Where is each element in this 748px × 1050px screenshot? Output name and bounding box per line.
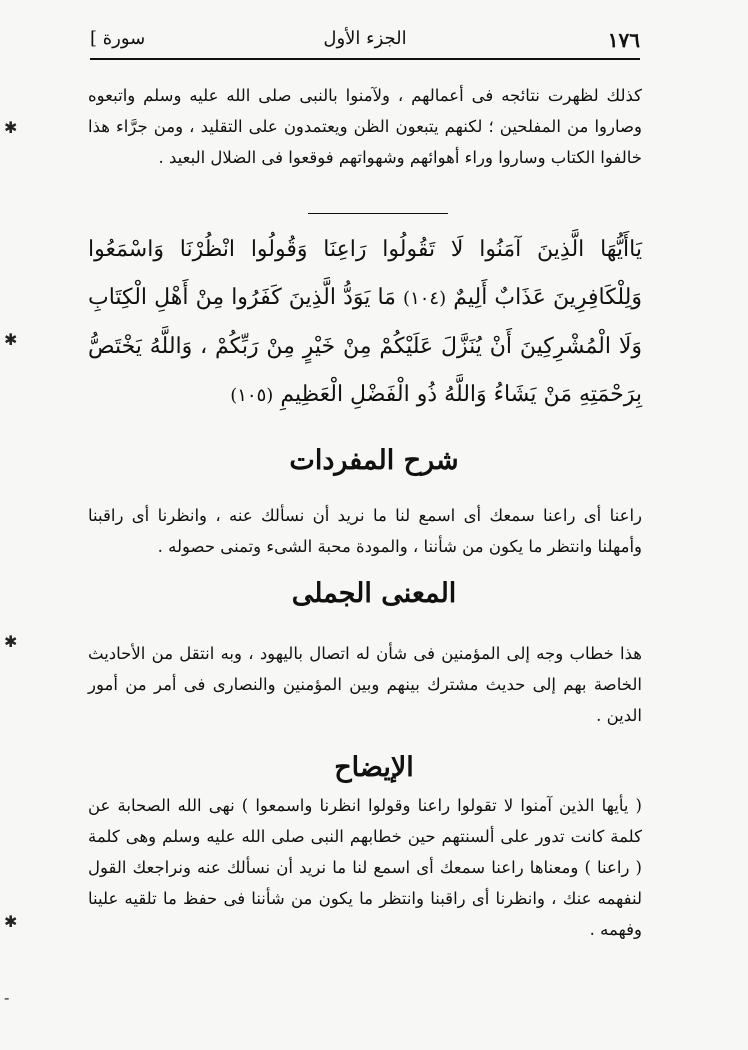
scan-mark-icon: ‐	[4, 988, 10, 1007]
scan-mark-icon: ✱	[4, 912, 18, 931]
vocab-paragraph: راعنا أى راعنا سمعك أى اسمع لنا ما نريد أن نسألك عنه ، وانظرنا أى راقبنا وأمهلنا وانتظر ما يكون من شأننا ، والمودة محبة الشىء وتمنى حصوله .	[88, 506, 642, 556]
summary-heading: المعنى الجملى	[291, 578, 457, 609]
page-number: ١٧٦	[607, 28, 640, 52]
surah-label: [ سورة	[90, 28, 146, 49]
scan-mark-icon: ✱	[4, 330, 18, 349]
explanation-heading: الإيضاح	[334, 752, 414, 783]
scan-mark-icon: ✱	[4, 118, 18, 137]
verse-number-104: (١٠٤)	[403, 288, 447, 309]
verse-text-1: يَاأَيُّهَا الَّذِينَ آمَنُوا لَا تَقُولُوا رَاعِنَا وَقُولُوا انْظُرْنَا وَاسْمَعُوا وَلِلْكَافِرِينَ عَذَابٌ أَلِيمٌ	[88, 237, 642, 310]
section-divider	[308, 213, 448, 214]
page-header	[90, 26, 640, 56]
verse-number-105: (١٠٥)	[230, 385, 274, 406]
explanation-paragraph: ( يأيها الذين آمنوا لا تقولوا راعنا وقولوا انظرنا واسمعوا ) نهى الله الصحابة عن كلمة كانت تدور على ألسنتهم حين خطابهم النبى صلى الله عليه وسلم وهى كلمة ( راعنا ) ومعناها راعنا سمعك أى اسمع لنا ما نريد أن نسألك عنه ونراجعك القول لنفهمه عنك ، وانظرنا أى راقبنا وانتظر ما يكون من شأننا فى حفظ ما تلقيه علينا وفهمه .	[88, 796, 642, 939]
summary-paragraph: هذا خطاب وجه إلى المؤمنين فى شأن له اتصال باليهود ، وبه انتقل من الأحاديث الخاصة بهم إلى حديث مشترك بينهم وبين المؤمنين والنصارى فى أمر من أمور الدين .	[88, 644, 642, 725]
intro-paragraph: كذلك لظهرت نتائجه فى أعمالهم ، ولآمنوا بالنبى صلى الله عليه وسلم واتبعوه وصاروا من المفلحين ؛ لكنهم يتبعون الظن ويعتمدون على التقليد ، ومن جرَّاء هذا خالفوا الكتاب وساروا وراء أهوائهم وشهواتهم فوقعوا فى الضلال البعيد .	[88, 86, 642, 167]
verse-text-2: مَا يَوَدُّ الَّذِينَ كَفَرُوا مِنْ أَهْلِ الْكِتَابِ وَلَا الْمُشْرِكِينَ أَنْ يُنَزَّلَ عَلَيْكُمْ مِنْ خَيْرٍ مِنْ رَبِّكُمْ ، وَاللَّهُ يَخْتَصُّ بِرَحْمَتِهِ مَنْ يَشَاءُ وَاللَّهُ ذُو الْفَضْلِ الْعَظِيمِ	[88, 285, 642, 407]
vocab-heading: شرح المفردات	[289, 445, 459, 476]
scan-mark-icon: ✱	[4, 632, 18, 651]
part-title: الجزء الأول	[323, 28, 407, 49]
quran-verse	[88, 226, 642, 420]
header-rule	[90, 58, 640, 60]
